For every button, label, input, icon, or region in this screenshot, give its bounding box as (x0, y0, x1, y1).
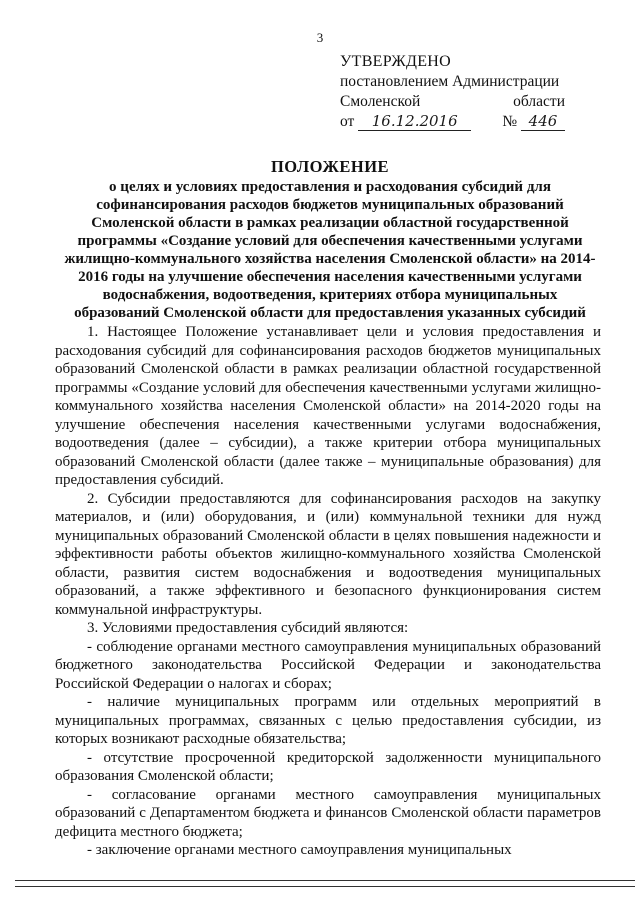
document-body (55, 323, 601, 860)
approval-line-2 (340, 92, 565, 112)
list-item: - согласование органами местного самоуправления муниципальных образований с Департаментом бюджета и финансов Смоленской области параметров дефицита местного бюджета; (55, 786, 601, 840)
date-prefix: от (340, 113, 355, 130)
handwritten-date: 16.12.2016 (358, 113, 471, 131)
page-bottom-rule (15, 880, 635, 887)
list-item: - заключение органами местного самоуправления муниципальных (87, 842, 512, 858)
list-item: - наличие муниципальных программ или отдельных мероприятий в муниципальных программах, связанных с целью предоставления субсидии, из которых возникают расходные обязательства; (55, 694, 601, 747)
page-number: 3 (316, 30, 324, 45)
approval-title: УТВЕРЖДЕНО (340, 53, 452, 70)
document-title (60, 158, 600, 322)
approval-line-1: постановлением Администрации (340, 73, 560, 90)
list-item: - соблюдение органами местного самоуправления муниципальных образований бюджетного законодательства Российской Федерации и законодательства Российской Федерации о налогах и сборах; (55, 638, 601, 692)
number-prefix: № (502, 113, 518, 130)
handwritten-number: 446 (521, 113, 565, 131)
document-heading: ПОЛОЖЕНИЕ (270, 157, 390, 176)
approval-region-suffix: области (513, 93, 565, 110)
approval-date-number (340, 112, 565, 132)
approval-region: Смоленской (340, 93, 421, 110)
list-item: - отсутствие просроченной кредиторской задолженности муниципального образования Смоленской области; (55, 749, 601, 784)
paragraph: 3. Условиями предоставления субсидий являются: (87, 620, 409, 636)
approval-stamp (340, 52, 565, 132)
paragraph: 2. Субсидии предоставляются для софинансирования расходов на закупку материалов, и (или) оборудования, и (или) коммунальной техники для нужд муниципальных образований Смоленской области в целях повышения надежности и эффективности работы объектов жилищно-коммунального хозяйства Смоленской области, развития систем водоснабжения и водоотведения муниципальных образований, а также эффективного и безопасного функционирования систем коммунальной инфраструктуры. (55, 490, 601, 618)
paragraph: 1. Настоящее Положение устанавливает цели и условия предоставления и расходования субсидий для софинансирования расходов бюджетов муниципальных образований Смоленской области в рамках реализации областной государственной программы «Создание условий для обеспечения качественными услугами жилищно-коммунального хозяйства населения Смоленской области» на 2014-2020 годы на улучшение обеспечения населения качественными услугами водоснабжения, водоотведения (далее – субсидии), а также критерии отбора муниципальных образований Смоленской области (далее также – муниципальные образования) для предоставления субсидий. (55, 324, 601, 488)
document-subtitle: о целях и условиях предоставления и расходования субсидий для софинансирования расходов бюджетов муниципальных образований Смоленской области в рамках реализации областной государственной программы «Создание условий для обеспечения качественными услугами жилищно-коммунального хозяйства населения Смоленской области» на 2014-2016 годы на улучшение обеспечения населения качественными услугами водоснабжения, водоотведения, критериях отбора муниципальных образований Смоленской области для предоставления указанных субсидий (64, 179, 596, 321)
